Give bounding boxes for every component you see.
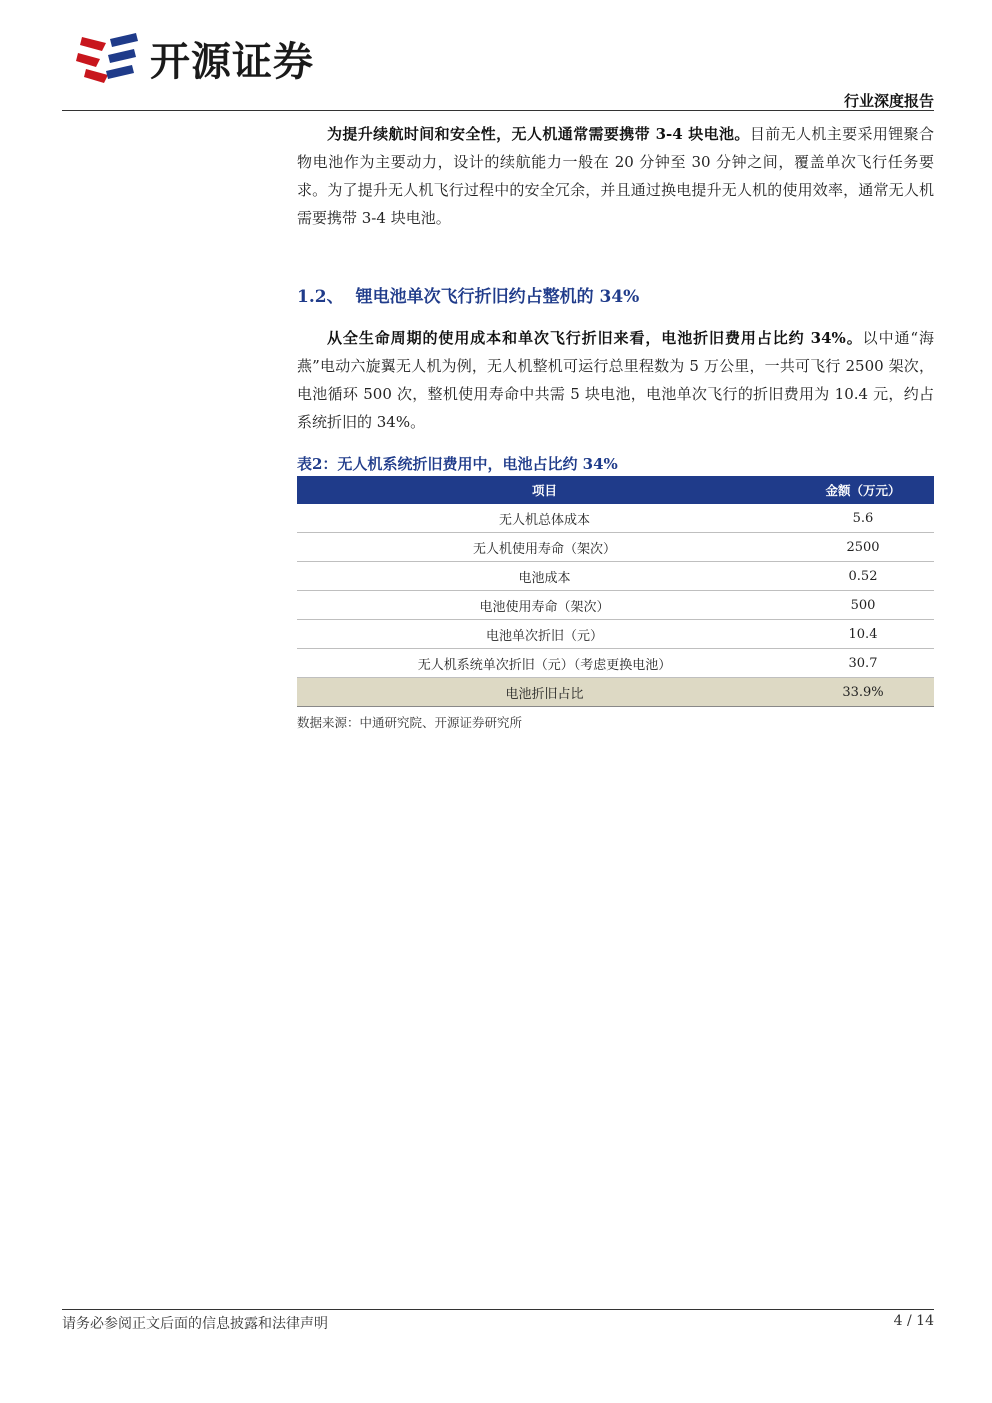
table-source: 数据来源：中通研究院、开源证券研究所 [297, 715, 523, 730]
intro-body: 目前无人机主要采用锂聚合物电池作为主要动力，设计的续航能力一般在 20 分钟至 30 分钟之间，覆盖单次飞行任务要求。为了提升无人机飞行过程中的安全冗余，并且通过换电提升无人机的使用效率，通常无人机需要携带 3-4 块电池。 [297, 125, 935, 227]
cell-amount: 10.4 [792, 620, 934, 649]
section-lead: 从全生命周期的使用成本和单次飞行折旧来看，电池折旧费用占比约 34%。 [327, 329, 863, 347]
section-heading [297, 285, 934, 309]
cell-item: 无人机使用寿命（架次） [297, 533, 792, 562]
cell-item: 电池折旧占比 [297, 678, 792, 707]
section-number: 1.2、 [297, 287, 344, 307]
table-header-row [297, 476, 934, 504]
table-row [297, 620, 934, 649]
intro-paragraph [297, 120, 934, 232]
table-row [297, 591, 934, 620]
cell-amount: 5.6 [792, 504, 934, 533]
intro-lead: 为提升续航时间和安全性，无人机通常需要携带 3-4 块电池。 [327, 125, 750, 143]
header-divider [62, 110, 934, 111]
cell-amount: 0.52 [792, 562, 934, 591]
header-amount: 金额（万元） [792, 476, 934, 504]
table-row [297, 562, 934, 591]
page-number: 4 / 14 [893, 1313, 934, 1329]
brand-name: 开源证券 [150, 38, 314, 85]
cell-amount: 30.7 [792, 649, 934, 678]
cell-amount: 2500 [792, 533, 934, 562]
section-paragraph [297, 324, 934, 436]
table-title: 表2：无人机系统折旧费用中，电池占比约 34% [297, 455, 618, 473]
section-body: 以中通“海燕”电动六旋翼无人机为例，无人机整机可运行总里程数为 5 万公里，一共可飞行 2500 架次，电池循环 500 次，整机使用寿命中共需 5 块电池，电池单次飞行的折旧费用为 10.4 元，约占系统折旧的 34%。 [297, 329, 934, 431]
table-row [297, 533, 934, 562]
cell-item: 电池单次折旧（元） [297, 620, 792, 649]
brand-logo-icon [76, 33, 140, 83]
cell-item: 无人机系统单次折旧（元）（考虑更换电池） [297, 649, 792, 678]
section-title: 锂电池单次飞行折旧约占整机的 34% [355, 287, 640, 307]
report-type-label: 行业深度报告 [843, 92, 934, 110]
cell-item: 无人机总体成本 [297, 504, 792, 533]
cell-amount: 33.9% [792, 678, 934, 707]
cell-item: 电池成本 [297, 562, 792, 591]
header-item: 项目 [297, 476, 792, 504]
main-content [297, 120, 934, 731]
depreciation-table [297, 476, 934, 707]
table-row [297, 649, 934, 678]
footer-divider [62, 1309, 934, 1310]
table-row [297, 504, 934, 533]
table-row-highlight [297, 678, 934, 707]
footer-disclaimer: 请务必参阅正文后面的信息披露和法律声明 [62, 1316, 328, 1332]
cell-amount: 500 [792, 591, 934, 620]
cell-item: 电池使用寿命（架次） [297, 591, 792, 620]
brand-logo [76, 30, 314, 86]
